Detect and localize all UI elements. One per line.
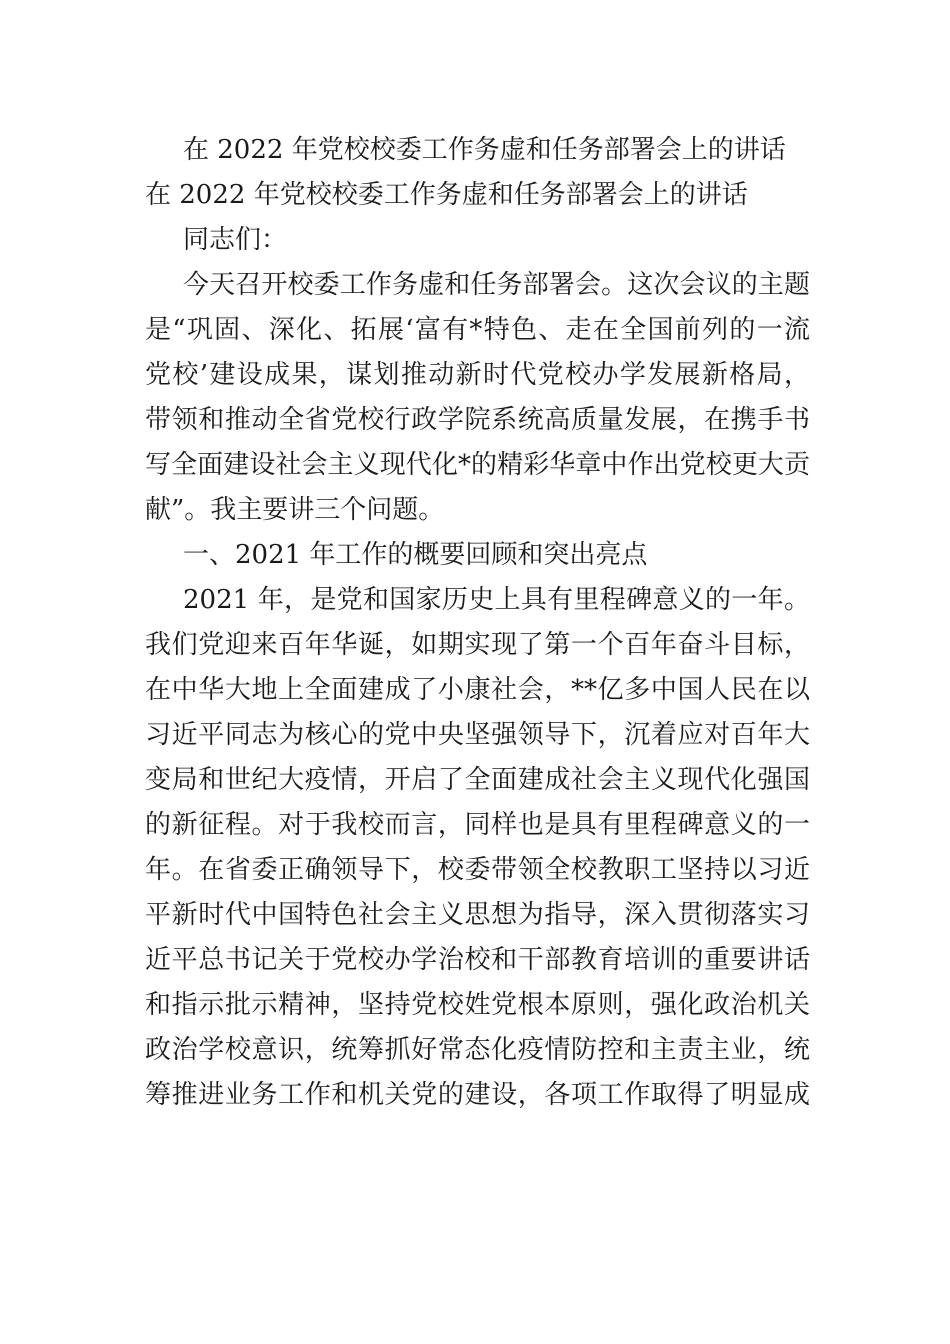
paragraph-2-line: 近平总书记关于党校办学治校和干部教育培训的重要讲话 <box>145 945 810 975</box>
paragraph-2-line: 变局和世纪大疫情，开启了全面建成社会主义现代化强国 <box>145 765 810 795</box>
paragraph-1-line: 今天召开校委工作务虚和任务部署会。这次会议的主题 <box>183 270 810 300</box>
paragraph-2-line: 我们党迎来百年华诞，如期实现了第一个百年奋斗目标， <box>145 630 810 660</box>
salutation: 同志们： <box>183 225 288 255</box>
title-line-2: 在 2022 年党校校委工作务虚和任务部署会上的讲话 <box>145 180 748 210</box>
paragraph-2-line: 政治学校意识，统筹抓好常态化疫情防控和主责主业，统 <box>145 1035 810 1065</box>
paragraph-1-line: 写全面建设社会主义现代化*的精彩华章中作出党校更大贡 <box>145 450 810 480</box>
paragraph-2-line: 平新时代中国特色社会主义思想为指导，深入贯彻落实习 <box>145 900 810 930</box>
paragraph-2-line: 筹推进业务工作和机关党的建设，各项工作取得了明显成 <box>145 1080 810 1110</box>
title-line-1: 在 2022 年党校校委工作务虚和任务部署会上的讲话 <box>183 135 786 165</box>
paragraph-2-line: 的新征程。对于我校而言，同样也是具有里程碑意义的一 <box>145 810 810 840</box>
paragraph-2-line: 年。在省委正确领导下，校委带领全校教职工坚持以习近 <box>145 855 810 885</box>
paragraph-1-line: 是“巩固、深化、拓展‘富有*特色、走在全国前列的一流 <box>145 315 810 345</box>
paragraph-2-line: 2021 年，是党和国家历史上具有里程碑意义的一年。 <box>183 585 810 615</box>
paragraph-1-line: 带领和推动全省党校行政学院系统高质量发展，在携手书 <box>145 405 810 435</box>
document-body <box>145 128 810 1118</box>
paragraph-1-line: 党校’建设成果，谋划推动新时代党校办学发展新格局， <box>145 360 810 390</box>
paragraph-2-line: 习近平同志为核心的党中央坚强领导下，沉着应对百年大 <box>145 720 810 750</box>
paragraph-2-line: 在中华大地上全面建成了小康社会，**亿多中国人民在以 <box>145 675 810 705</box>
paragraph-1-line: 献”。我主要讲三个问题。 <box>145 495 445 525</box>
section-heading: 一、2021 年工作的概要回顾和突出亮点 <box>183 540 648 570</box>
paragraph-2-line: 和指示批示精神，坚持党校姓党根本原则，强化政治机关 <box>145 990 810 1020</box>
